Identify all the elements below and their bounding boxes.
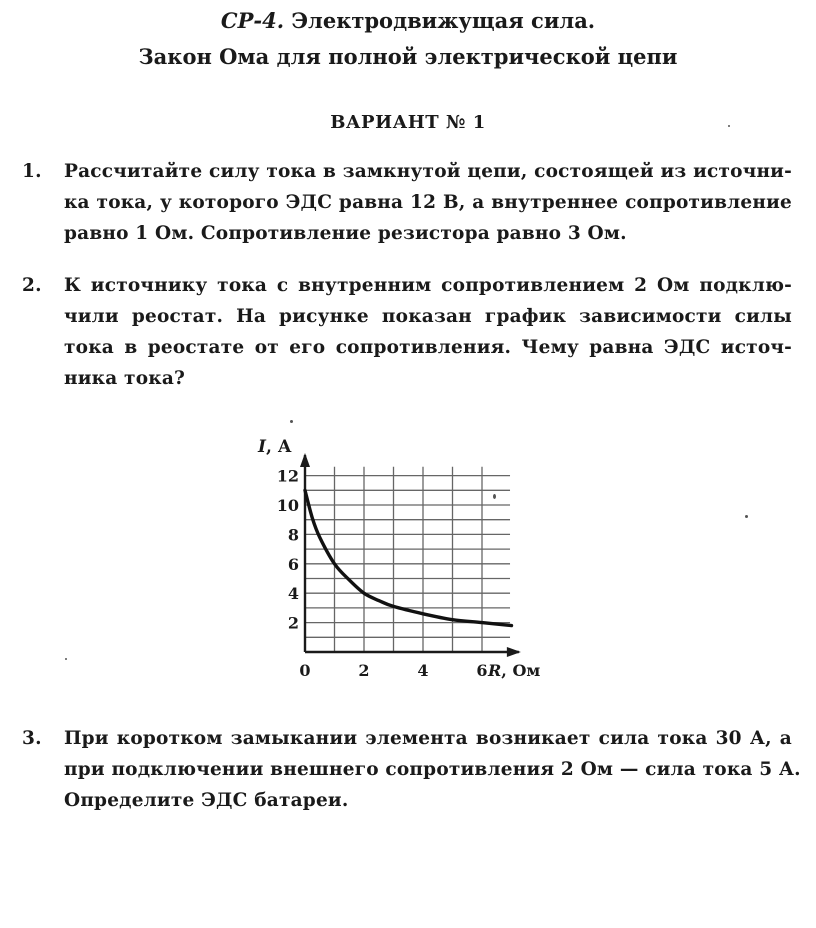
chart-series [305, 490, 512, 625]
x-axis-arrow [507, 647, 521, 657]
task-2 [22, 270, 792, 394]
y-tick-label: 8 [287, 525, 299, 545]
x-tick-label: 6 [476, 661, 488, 680]
scan-speck [65, 658, 67, 660]
page-subtitle: Закон Ома для полной электрической цепи [138, 44, 678, 69]
series-line [305, 490, 512, 625]
task-line: чили реостат. На рисунке показан график зависимости силы [64, 306, 792, 327]
x-tick-label: 0 [299, 661, 311, 680]
page-title [0, 6, 816, 36]
task-3 [22, 723, 801, 816]
chart-grid [305, 467, 510, 652]
task-line: ка тока, у которого ЭДС равна 12 В, а внутреннее сопротивление [64, 192, 792, 213]
variant-heading: ВАРИАНТ № 1 [330, 112, 486, 133]
current-resistance-chart [240, 420, 560, 690]
x-axis-symbol: R [488, 661, 502, 680]
task-1 [22, 156, 792, 249]
y-tick-label: 10 [276, 496, 299, 515]
task-line: При коротком замыкании элемента возникает сила тока 30 А, а [64, 728, 792, 749]
y-axis-arrow [300, 453, 310, 467]
y-axis-label [257, 437, 292, 457]
task-line: ника тока? [64, 368, 186, 389]
x-axis-label [487, 661, 540, 680]
scan-speck [493, 494, 496, 499]
task-line: при подключении внешнего сопротивления 2 Ом — сила тока 5 А. [64, 759, 801, 780]
y-axis-symbol: I [258, 437, 266, 457]
scan-speck [290, 420, 293, 423]
y-tick-label: 12 [276, 466, 299, 486]
x-tick-label: 4 [417, 661, 429, 680]
y-tick-label: 4 [287, 584, 299, 604]
task-line: К источнику тока с внутренним сопротивлением 2 Ом подклю- [64, 275, 792, 296]
task-line: тока в реостате от его сопротивления. Чему равна ЭДС источ- [64, 337, 792, 358]
task-line: равно 1 Ом. Сопротивление резистора равно 3 Ом. [64, 223, 627, 244]
y-tick-label: 6 [287, 554, 299, 574]
work-code: СР-4. [220, 8, 285, 33]
task-number: 3. [22, 728, 42, 749]
title-topic: Электродвижущая сила. [291, 8, 596, 33]
scan-speck [745, 515, 748, 518]
task-number: 2. [22, 275, 42, 296]
task-line: Определите ЭДС батареи. [64, 790, 349, 811]
y-axis-unit: , А [265, 437, 292, 457]
x-axis-unit: , Ом [501, 661, 541, 680]
chart-axes [300, 453, 521, 657]
x-tick-label: 2 [358, 661, 370, 680]
task-line: Рассчитайте силу тока в замкнутой цепи, состоящей из источни- [64, 161, 792, 182]
scan-speck [728, 125, 730, 127]
task-number: 1. [22, 161, 42, 182]
y-tick-label: 2 [287, 613, 299, 633]
